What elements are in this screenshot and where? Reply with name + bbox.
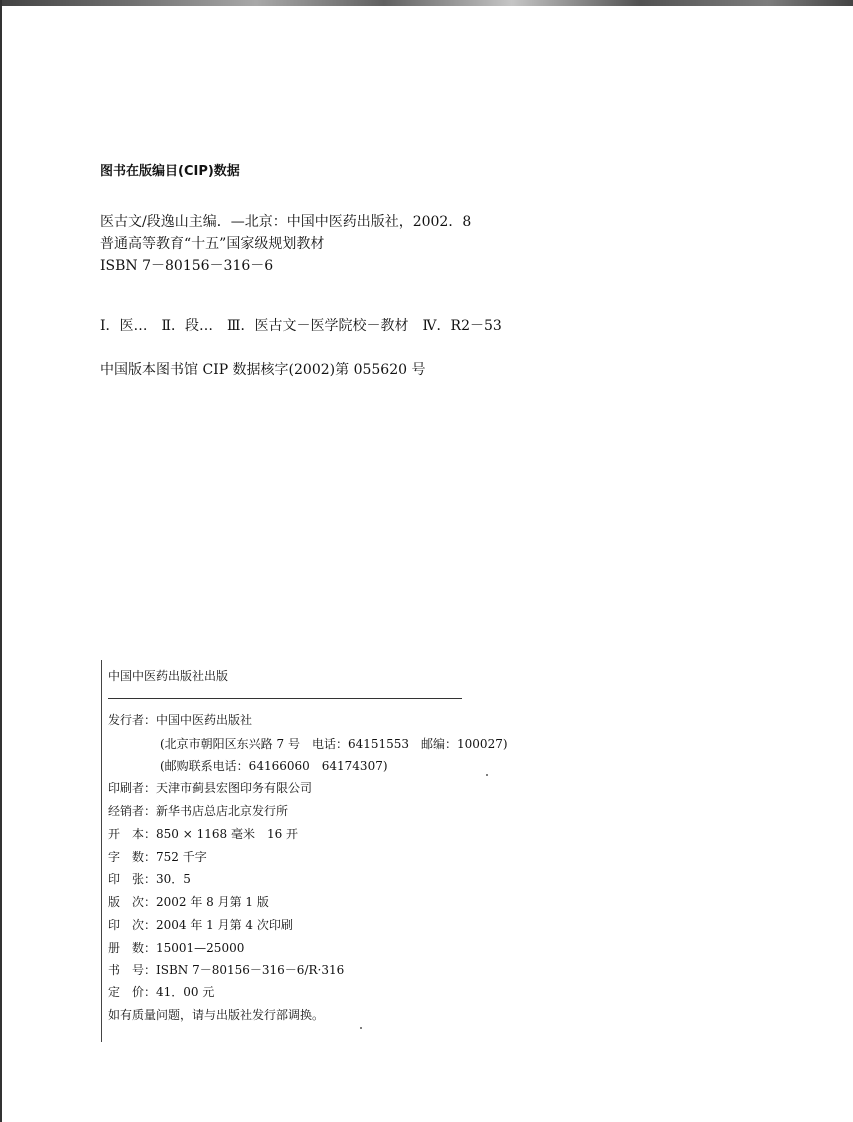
imprint-print-run: 册 数：15001—25000 — [108, 941, 245, 955]
scan-speck — [360, 1027, 362, 1029]
imprint-quality-notice: 如有质量问题，请与出版社发行部调换。 — [108, 1008, 325, 1022]
imprint-word-count: 字 数：752 千字 — [108, 850, 207, 864]
publisher-heading: 中国中医药出版社出版 — [108, 669, 229, 683]
imprint-printer: 印刷者：天津市蓟县宏图印务有限公司 — [108, 781, 313, 795]
imprint-divider — [108, 698, 462, 699]
cip-line: 普通高等教育“十五”国家级规划教材 — [100, 236, 325, 252]
imprint-distributor: 发行者：中国中医药出版社 — [108, 713, 253, 727]
cip-line: 医古文/段逸山主编．—北京：中国中医药出版社，2002．8 — [100, 214, 472, 230]
imprint-printing: 印 次：2004 年 1 月第 4 次印刷 — [108, 918, 293, 932]
cip-record-number: 中国版本图书馆 CIP 数据核字(2002)第 055620 号 — [100, 362, 426, 378]
imprint-edition: 版 次：2002 年 8 月第 1 版 — [108, 895, 269, 909]
imprint-seller: 经销者：新华书店总店北京发行所 — [108, 804, 289, 818]
cip-isbn: ISBN 7－80156－316－6 — [100, 258, 274, 274]
scan-edge-left — [0, 0, 2, 1122]
imprint-sheets: 印 张：30．5 — [108, 872, 191, 886]
imprint-isbn: 书 号：ISBN 7－80156－316－6/R·316 — [108, 963, 345, 977]
imprint-mail-order-phone: (邮购联系电话：64166060 64174307) — [160, 759, 388, 773]
scan-speck — [486, 774, 488, 776]
cip-classification: Ⅰ．医… Ⅱ．段… Ⅲ．医古文－医学院校－教材 Ⅳ．R2－53 — [100, 318, 502, 334]
cip-title: 图书在版编目(CIP)数据 — [100, 164, 240, 179]
scan-edge-top — [0, 0, 853, 6]
imprint-format: 开 本：850 × 1168 毫米 16 开 — [108, 827, 299, 841]
imprint-address: (北京市朝阳区东兴路 7 号 电话：64151553 邮编：100027) — [160, 737, 508, 751]
imprint-price: 定 价：41．00 元 — [108, 985, 215, 999]
imprint-vertical-rule — [101, 660, 102, 1042]
